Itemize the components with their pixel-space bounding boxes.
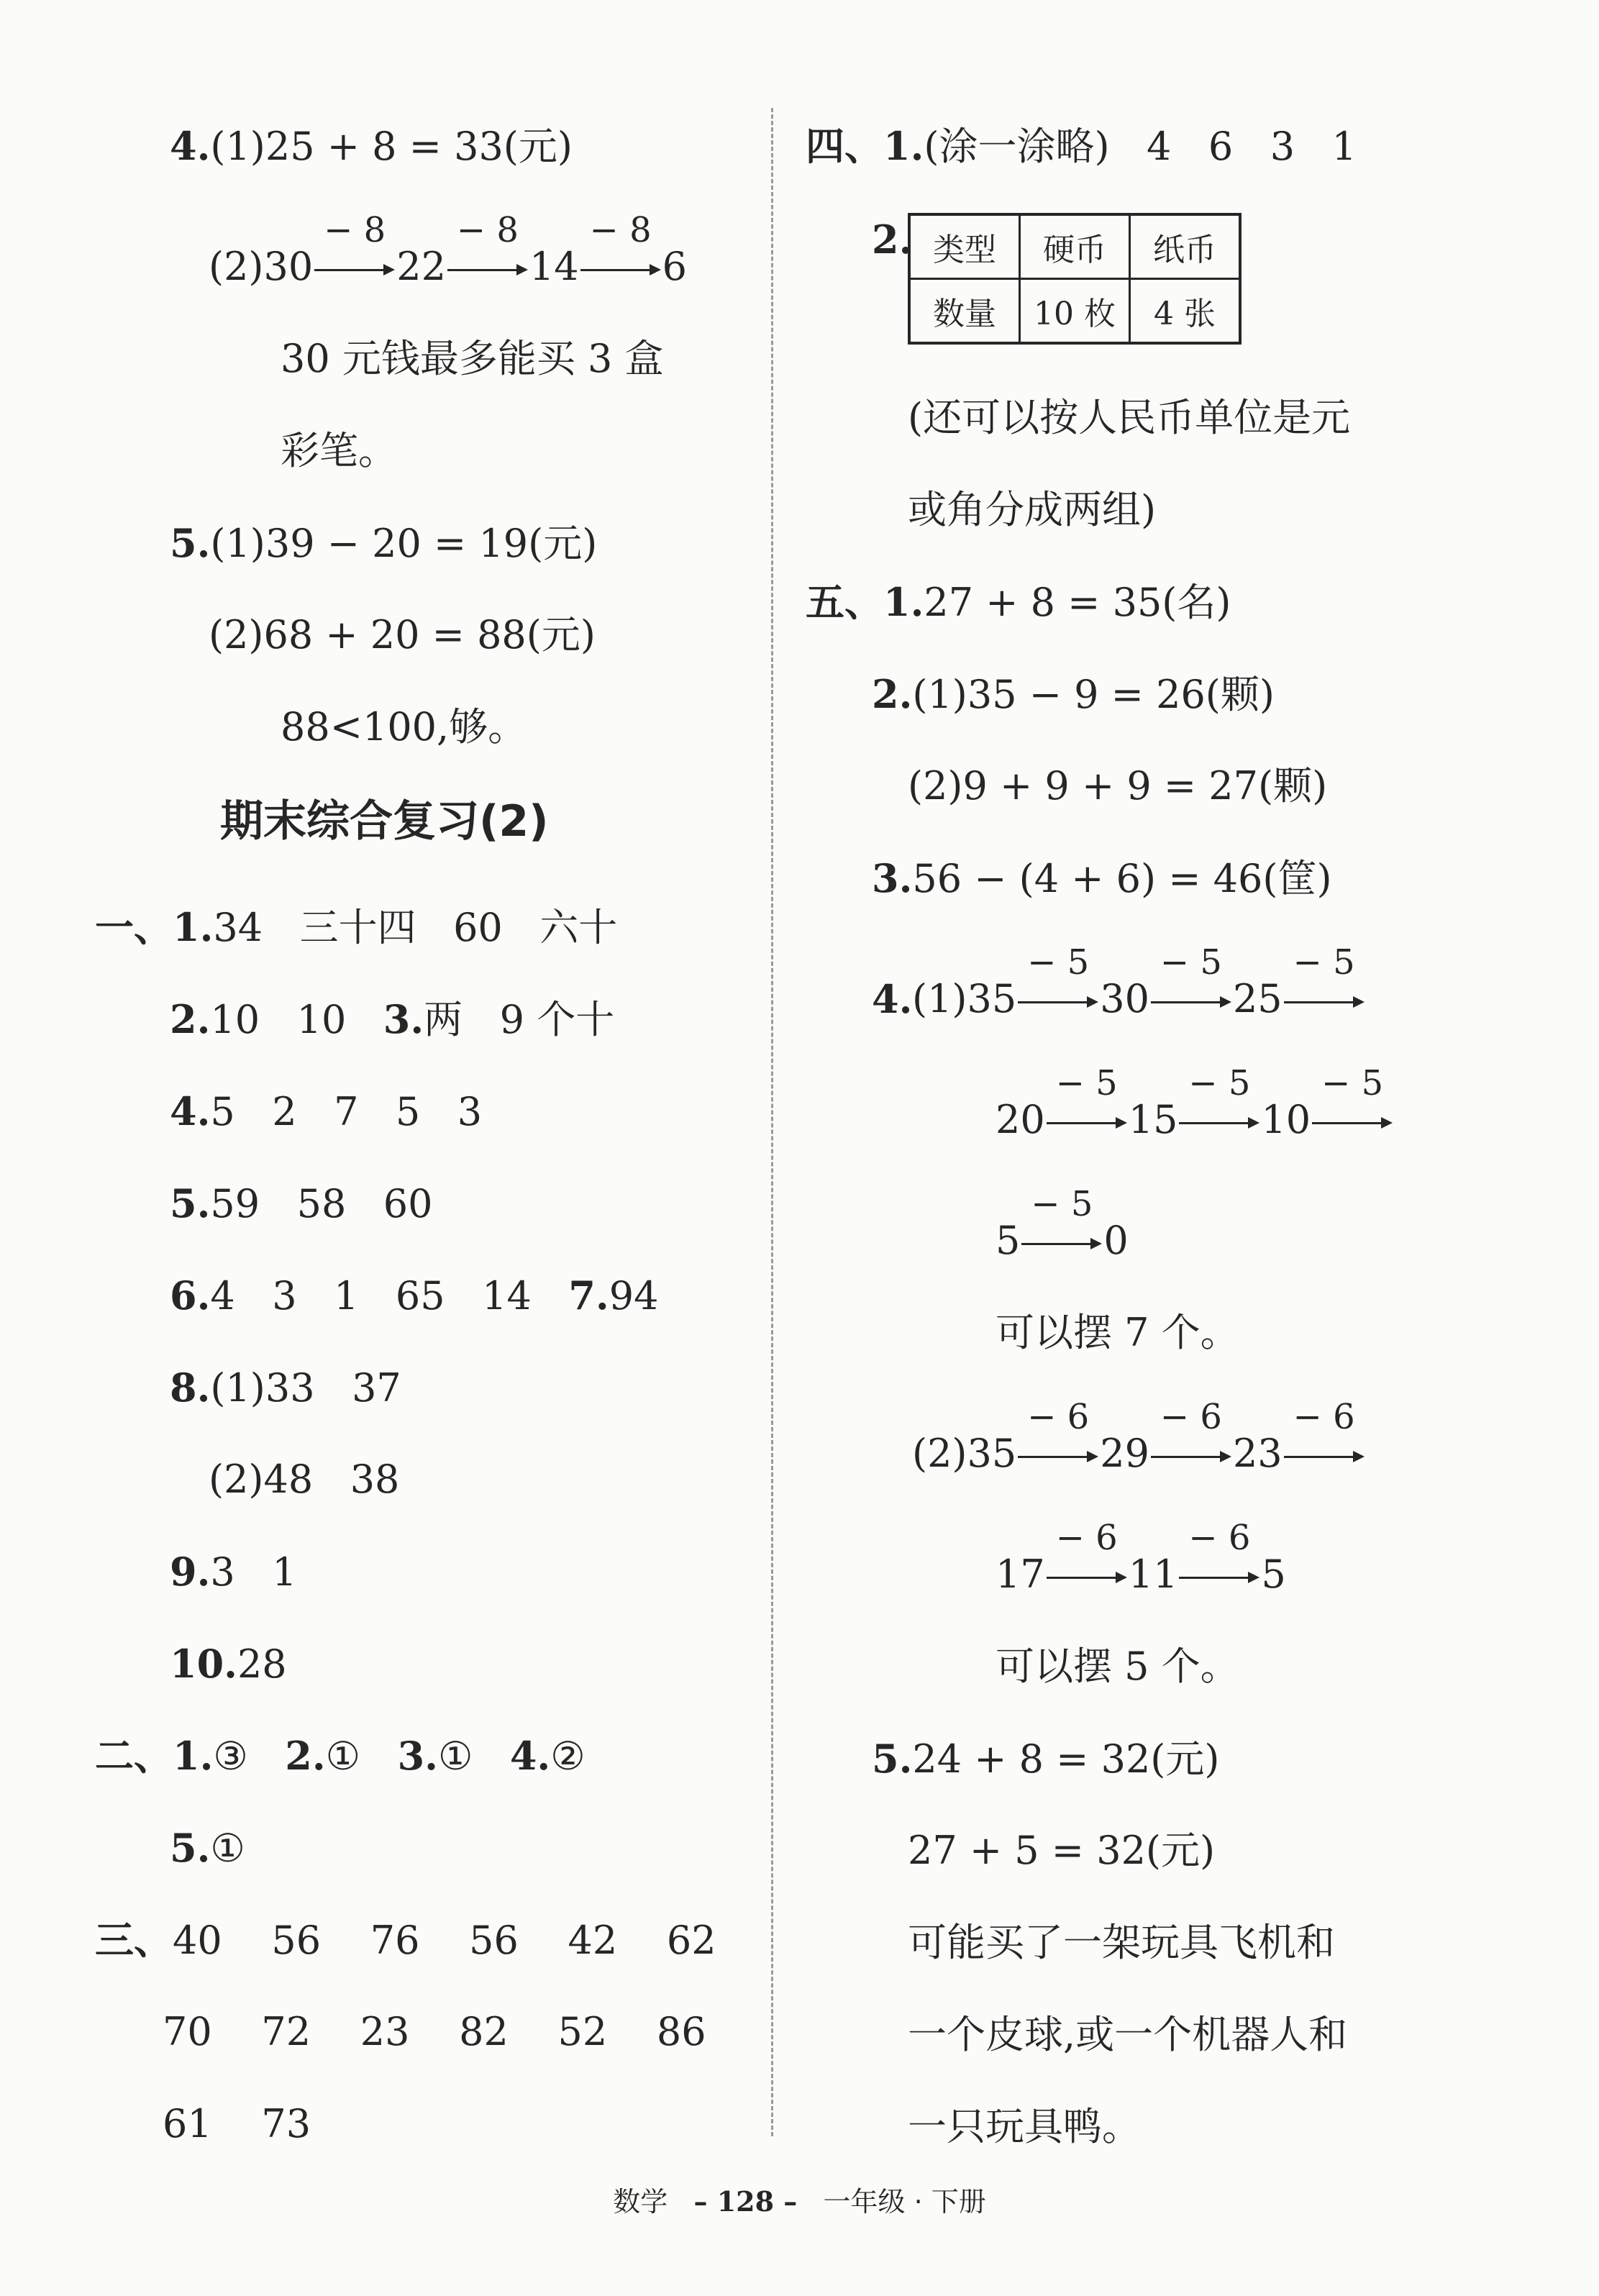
q5-3: 88<100,够。 <box>281 704 527 750</box>
s5-q4-number: 4. <box>872 976 913 1022</box>
arrow-label: − 5 <box>1027 942 1090 983</box>
chain-value: 30 <box>263 244 314 289</box>
arrow-label: − 6 <box>1055 1518 1118 1558</box>
s5-q5-line-4: 一个皮球,或一个机器人和 <box>908 2012 1348 2057</box>
arrow-icon <box>580 210 661 286</box>
footer-subject: 数学 <box>613 2186 668 2218</box>
s5-q4-2-chain-b <box>996 1518 1286 1597</box>
q4-2-chain <box>209 210 688 289</box>
arrow-label: − 5 <box>1321 1063 1384 1103</box>
page-number: – 128 – <box>693 2185 798 2218</box>
chain-value: 5 <box>996 1218 1021 1263</box>
arrow-label: − 6 <box>1293 1397 1355 1437</box>
q5-1: 5.(1)39 − 20 = 19(元) <box>170 520 598 566</box>
s3-row-3: 61 73 <box>163 2101 311 2146</box>
chain-value: 15 <box>1128 1097 1178 1142</box>
table-cell: 类型 <box>909 214 1020 279</box>
s4-note-1: (还可以按人民币单位是元 <box>908 395 1351 440</box>
table-row <box>909 279 1240 344</box>
s5-line-4: 3.56 − (4 + 6) = 46(筐) <box>872 855 1332 901</box>
chain-prefix: (1) <box>912 976 967 1021</box>
s1-line-5: 6.4 3 1 65 14 7.94 <box>170 1272 659 1318</box>
s1-line-4: 5.59 58 60 <box>170 1180 433 1226</box>
chain-value: 11 <box>1128 1552 1178 1597</box>
chain-value: 22 <box>396 244 446 289</box>
arrow-icon <box>1179 1063 1259 1139</box>
arrow-label: − 5 <box>1055 1063 1118 1103</box>
section-title: 期末综合复习(2) <box>220 796 549 847</box>
page-footer <box>0 2179 1599 2219</box>
s4-table-number: 2. <box>872 217 913 263</box>
chain-value: 17 <box>996 1552 1045 1597</box>
arrow-label: − 8 <box>324 210 386 250</box>
arrow-label: − 5 <box>1160 942 1222 983</box>
chain-prefix: (2) <box>209 244 264 289</box>
arrow-icon <box>1047 1063 1127 1139</box>
table-cell: 纸币 <box>1130 214 1241 279</box>
arrow-icon <box>1284 942 1365 1019</box>
q4-2-answer-1: 30 元钱最多能买 3 盒 <box>281 336 664 381</box>
chain-value: 35 <box>967 1431 1017 1476</box>
arrow-label: − 8 <box>456 210 519 250</box>
q4-2-answer-2: 彩笔。 <box>281 428 397 473</box>
s5-q4-1-chain-a <box>912 942 1366 1021</box>
s5-q4-1-chain-c <box>996 1184 1129 1263</box>
arrow-icon <box>314 210 395 286</box>
arrow-icon <box>1047 1518 1127 1594</box>
s1-line-3: 4.5 2 7 5 3 <box>170 1088 483 1134</box>
chain-value: 14 <box>529 244 579 289</box>
q5-2: (2)68 + 20 = 88(元) <box>209 612 596 657</box>
arrow-label: − 5 <box>1188 1063 1251 1103</box>
chain-value: 30 <box>1100 976 1149 1021</box>
s5-q4-2-answer: 可以摆 5 个。 <box>996 1644 1239 1689</box>
s1-line-9: 10.28 <box>170 1641 287 1687</box>
arrow-label: − 8 <box>589 210 652 250</box>
chain-value: 5 <box>1261 1552 1286 1597</box>
s5-q4-1-chain-b <box>996 1063 1394 1142</box>
table-cell: 硬币 <box>1020 214 1130 279</box>
chain-value: 23 <box>1232 1431 1283 1476</box>
s5-q5-line-3: 可能买了一架玩具飞机和 <box>908 1920 1335 1965</box>
s3-row-1: 三、40 56 76 56 42 62 <box>95 1917 716 1963</box>
table-cell: 数量 <box>909 279 1020 344</box>
arrow-icon <box>1179 1518 1259 1594</box>
footer-grade: 一年级 · 下册 <box>823 2186 986 2218</box>
s1-line-1: 一、1.34 三十四 60 六十 <box>95 904 618 950</box>
s1-line-2: 2.10 10 3.两 9 个十 <box>170 996 615 1042</box>
chain-value: 25 <box>1232 976 1283 1021</box>
chain-value: 10 <box>1261 1097 1311 1142</box>
arrow-icon <box>447 210 528 286</box>
arrow-label: − 6 <box>1160 1397 1222 1437</box>
s5-q5-line-5: 一只玩具鸭。 <box>908 2104 1141 2149</box>
chain-value: 20 <box>996 1097 1045 1142</box>
chain-value: 29 <box>1100 1431 1149 1476</box>
arrow-label: − 6 <box>1027 1397 1090 1437</box>
s5-q4-1-answer: 可以摆 7 个。 <box>996 1310 1239 1355</box>
chain-value: 35 <box>967 976 1017 1021</box>
s5-q4-2-chain-a <box>912 1397 1366 1476</box>
chain-prefix: (2) <box>912 1431 967 1476</box>
arrow-label: − 5 <box>1031 1184 1093 1224</box>
arrow-icon <box>1151 942 1231 1019</box>
arrow-icon <box>1312 1063 1393 1139</box>
s4-line-1: 四、1.(涂一涂略) 4 6 3 1 <box>806 123 1357 169</box>
s5-line-2: 2.(1)35 − 9 = 26(颗) <box>872 671 1275 717</box>
arrow-icon <box>1284 1397 1365 1473</box>
s5-q5-line-1: 5.24 + 8 = 32(元) <box>872 1736 1220 1782</box>
arrow-label: − 6 <box>1188 1518 1251 1558</box>
s1-line-6: 8.(1)33 37 <box>170 1365 401 1411</box>
q4-1: 4.(1)25 + 8 = 33(元) <box>170 123 573 169</box>
arrow-icon <box>1018 942 1098 1019</box>
s2-line-2: 5.① <box>170 1825 245 1871</box>
money-table <box>908 213 1242 345</box>
arrow-icon <box>1151 1397 1231 1473</box>
s5-line-3: (2)9 + 9 + 9 = 27(颗) <box>908 763 1328 808</box>
column-divider <box>771 108 773 2136</box>
arrow-label: − 5 <box>1293 942 1355 983</box>
s4-note-2: 或角分成两组) <box>908 487 1157 532</box>
s1-line-8: 9.3 1 <box>170 1549 297 1595</box>
s5-line-1: 五、1.27 + 8 = 35(名) <box>806 579 1231 625</box>
s2-line-1: 二、1.③ 2.① 3.① 4.② <box>95 1733 586 1779</box>
table-row <box>909 214 1240 279</box>
table-cell: 4 张 <box>1130 279 1241 344</box>
arrow-icon <box>1021 1184 1102 1260</box>
chain-value: 6 <box>662 244 688 289</box>
s3-row-2: 70 72 23 82 52 86 <box>163 2009 706 2054</box>
table-cell: 10 枚 <box>1020 279 1130 344</box>
s5-q5-line-2: 27 + 5 = 32(元) <box>908 1828 1216 1873</box>
arrow-icon <box>1018 1397 1098 1473</box>
s1-line-7: (2)48 38 <box>209 1457 400 1502</box>
chain-value: 0 <box>1103 1218 1129 1263</box>
